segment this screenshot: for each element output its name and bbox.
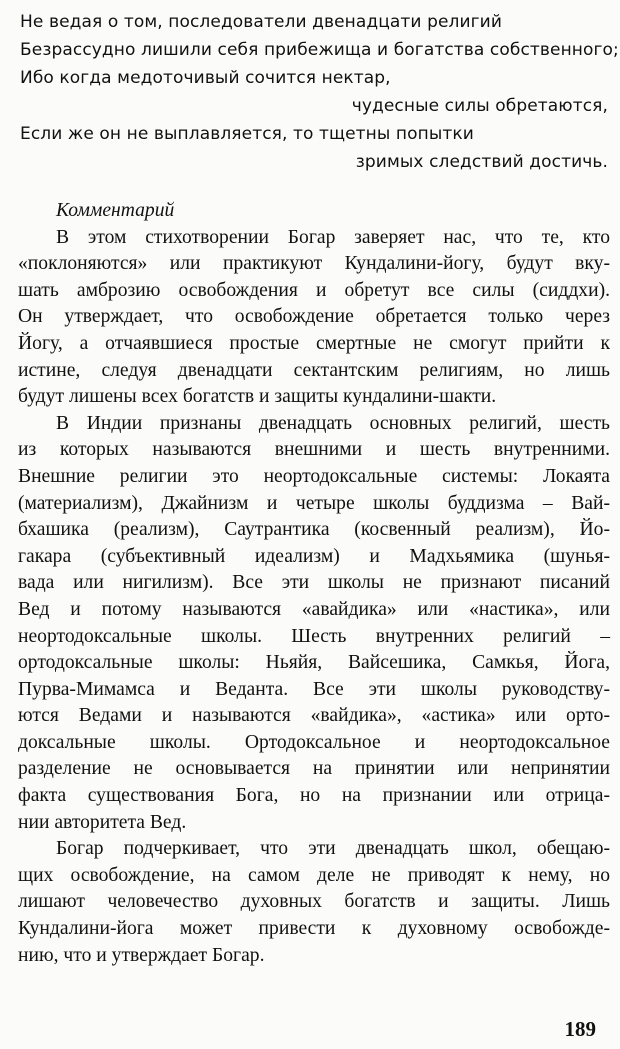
verse-line: Не ведая о том, последователи двенадцати религий <box>20 12 502 32</box>
text-line: Внешние религии это неортодоксальные системы: Локаята <box>18 465 610 487</box>
text-line: вада или нигилизм). Все эти школы не признают писаний <box>18 572 610 594</box>
paragraph-3 <box>18 836 610 969</box>
text-line: Вед и потому называются «авайдика» или «настика», или <box>18 598 610 620</box>
text-line: Кундалини-йога может привести к духовному освобожде- <box>18 918 610 940</box>
text-line: нию, что и утверждает Богар. <box>18 944 265 966</box>
text-line: гакара (субъективный идеализм) и Мадхьямика (шунья- <box>18 545 610 567</box>
verse-line: Безрассудно лишили себя прибежища и богатства собственного; <box>20 40 619 60</box>
paragraph-1 <box>18 225 610 411</box>
text-line: истине, следуя двенадцати сектантским религиям, но лишь <box>18 359 610 381</box>
text-line: Пурва-Мимамса и Веданта. Все эти школы руководству- <box>18 678 610 700</box>
text-line: щих освобождение, на самом деле не приводят к нему, но <box>18 864 610 886</box>
text-line: факта существования Бога, но на признании или отрица- <box>18 785 610 807</box>
text-line: шать амброзию освобождения и обретут все силы (сиддхи). <box>18 279 610 301</box>
verse-line: чудесные силы обретаются, <box>351 96 608 116</box>
text-line: «поклоняются» или практикуют Кундалини-йогу, будут вку- <box>18 253 610 275</box>
text-line: (материализм), Джайнизм и четыре школы буддизма – Вай- <box>18 492 610 514</box>
verse-block <box>20 8 619 176</box>
text-line: неортодоксальные школы. Шесть внутренних религий – <box>18 625 610 647</box>
text-line: ортодоксальные школы: Ньяйя, Вайсешика, Самкья, Йога, <box>18 652 610 674</box>
text-line: нии авторитета Вед. <box>18 811 187 833</box>
text-line: доксальные школы. Ортодоксальное и неортодоксальное <box>18 731 610 753</box>
verse-line: зримых следствий достичь. <box>355 152 608 172</box>
text-line: Богар подчеркивает, что эти двенадцать школ, обещаю- <box>56 838 610 860</box>
verse-line: Если же он не выплавляется, то тщетны попытки <box>20 124 474 144</box>
paragraph-2 <box>18 411 610 837</box>
text-line: Он утверждает, что освобождение обретается только через <box>18 306 610 328</box>
text-line: из которых называются внешними и шесть внутренними. <box>18 439 610 461</box>
text-line: ются Ведами и называются «вайдика», «астика» или орто- <box>18 705 610 727</box>
text-line: разделение не основывается на принятии или непринятии <box>18 758 610 780</box>
page-number: 189 <box>564 1017 596 1041</box>
text-line: Йогу, а отчаявшиеся простые смертные не смогут прийти к <box>18 332 610 354</box>
text-line: будут лишены всех богатств и защиты кундалини-шакти. <box>18 386 497 408</box>
text-line: бхашика (реализм), Саутрантика (косвенный реализм), Йо- <box>18 519 610 541</box>
text-line: В Индии признаны двенадцать основных религий, шесть <box>56 412 610 434</box>
commentary-section <box>18 198 610 969</box>
text-line: В этом стихотворении Богар заверяет нас, что те, кто <box>56 226 610 248</box>
verse-line: Ибо когда медоточивый сочится нектар, <box>20 68 391 88</box>
text-line: лишают человечество духовных богатств и защиты. Лишь <box>18 891 610 913</box>
commentary-heading: Комментарий <box>56 200 175 221</box>
